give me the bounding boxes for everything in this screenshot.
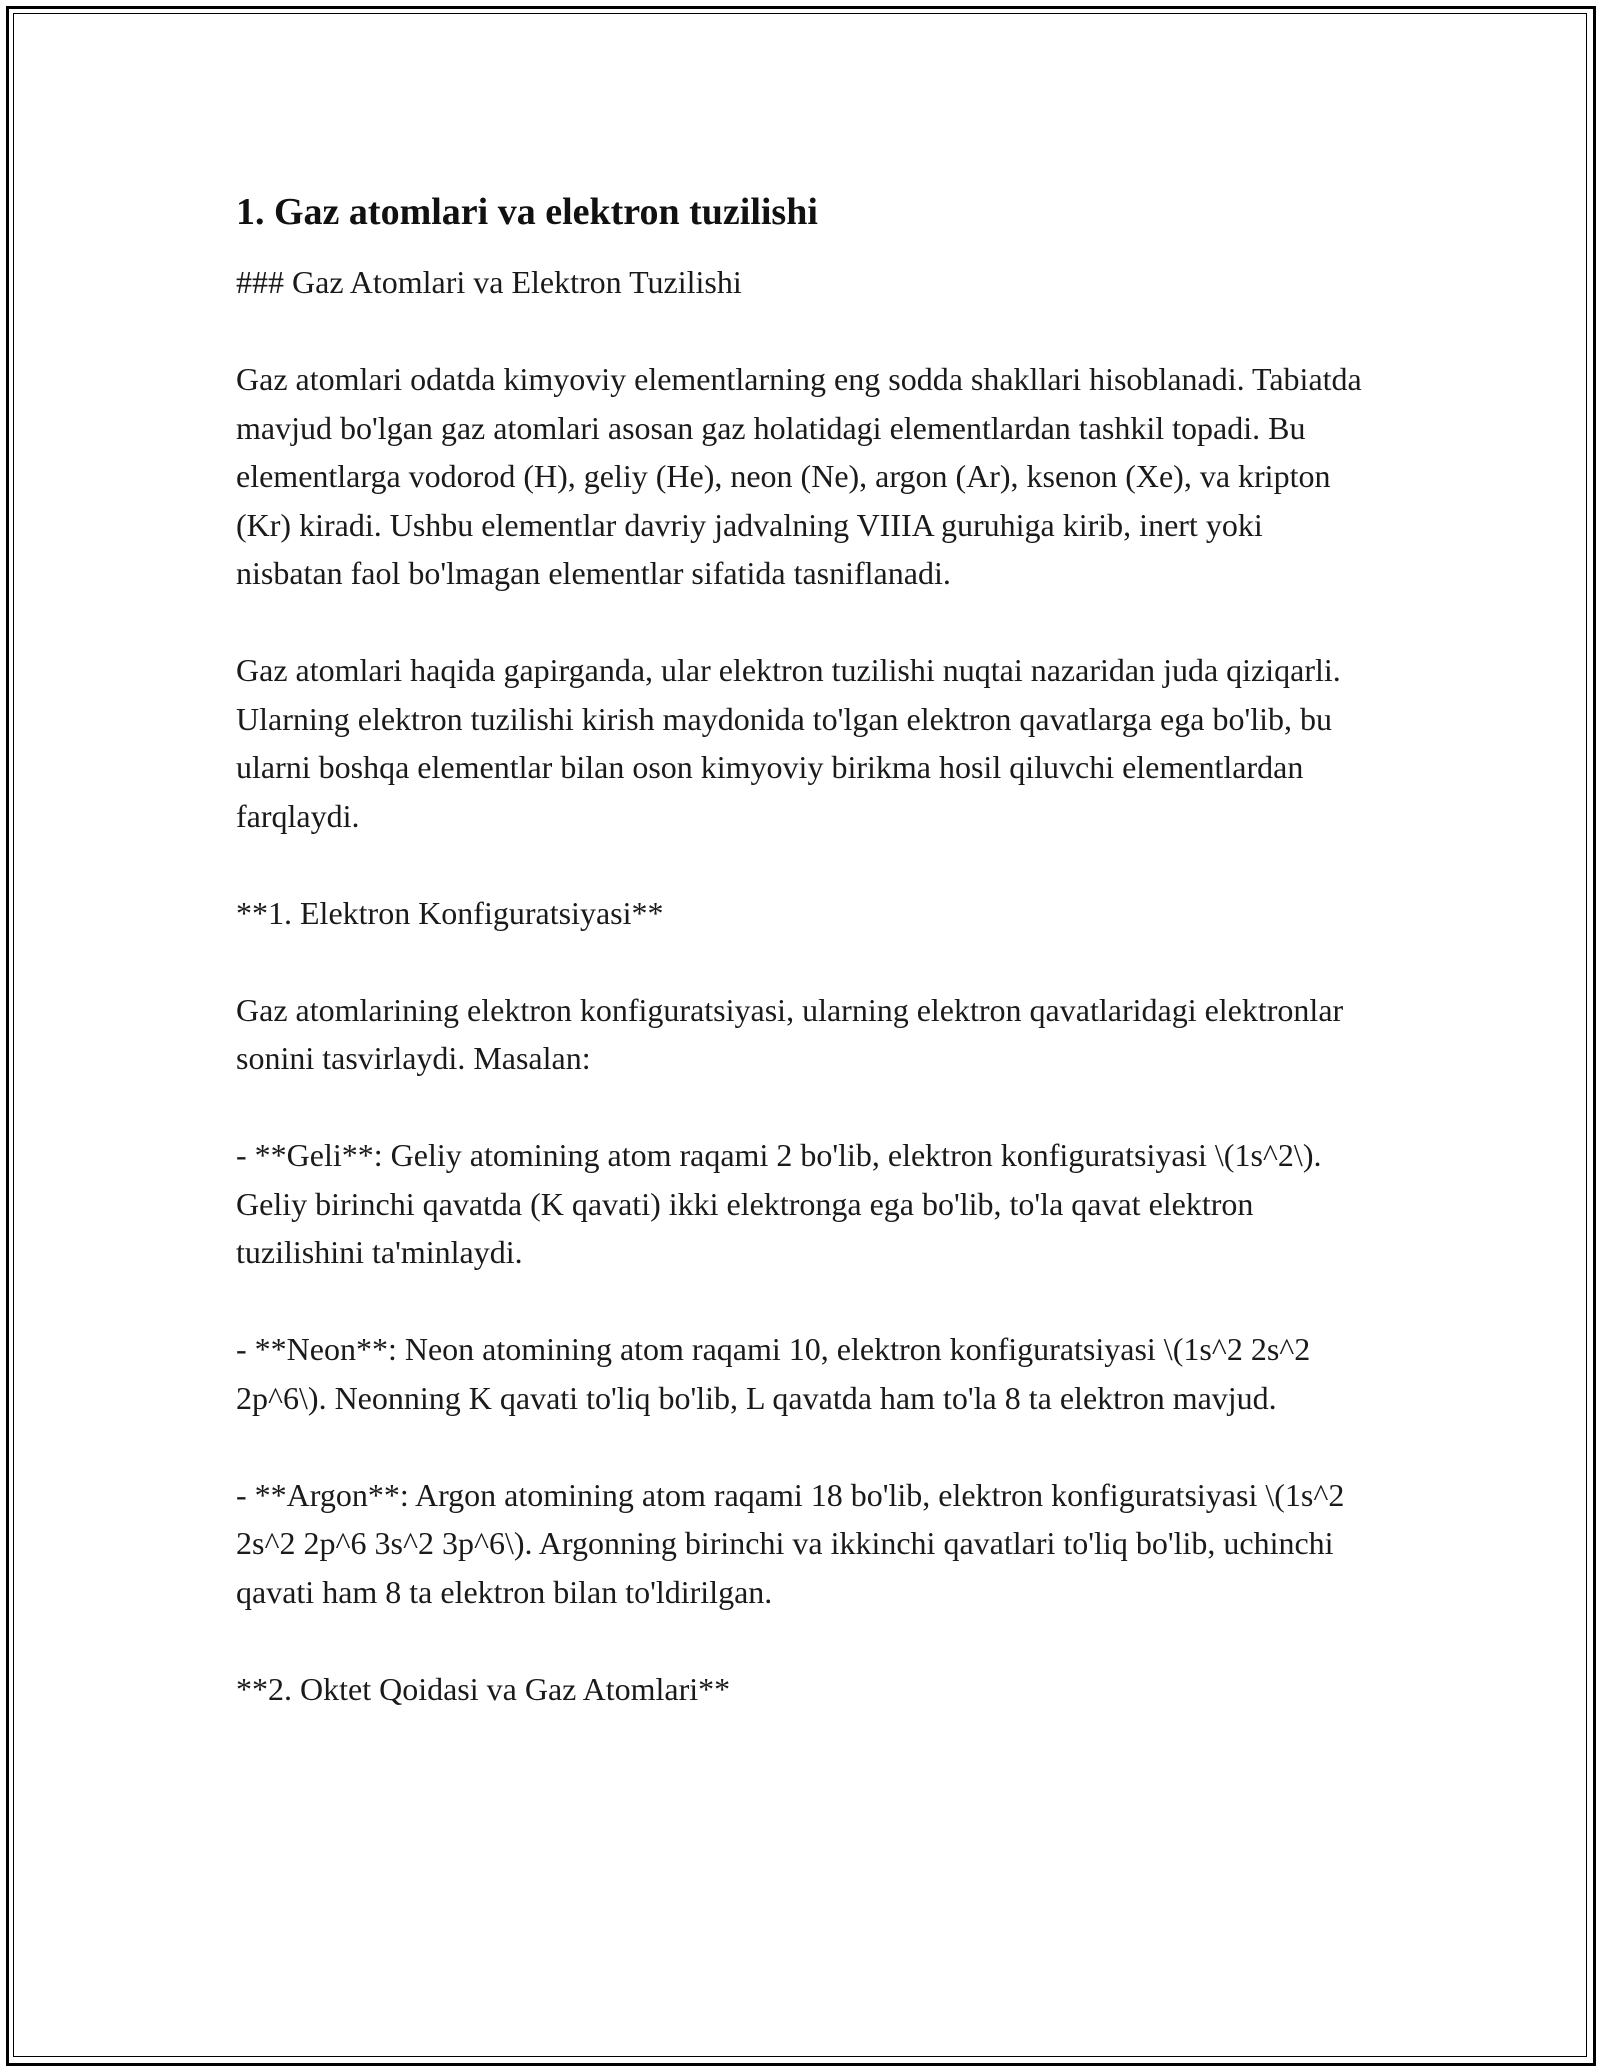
paragraph-configuration: Gaz atomlarining elektron konfiguratsiyasi, ularning elektron qavatlaridagi elektronlar sonini tasvirlaydi. Masalan:: [236, 991, 1344, 1076]
section-heading-octet: **2. Oktet Qoidasi va Gaz Atomlari**: [236, 1670, 731, 1707]
paragraph-structure: Gaz atomlari haqida gapirganda, ular elektron tuzilishi nuqtai nazaridan juda qiziqarli. Ularning elektron tuzilishi kirish maydonida to'lgan elektron qavatlarga ega bo'lib, bu ularni boshqa elementlar bilan oson kimyoviy birikma hosil qiluvchi elementlardan farqlaydi.: [236, 652, 1341, 834]
document-body: [236, 186, 1376, 1713]
section-heading-configuration: **1. Elektron Konfiguratsiyasi**: [236, 894, 664, 931]
list-item-argon: - **Argon**: Argon atomining atom raqami 18 bo'lib, elektron konfiguratsiyasi \(1s^2 2s^2 2p^6 3s^2 3p^6\). Argonning birinchi va ikkinchi qavatlari to'liq bo'lib, uchinchi qavati ham 8 ta elektron bilan to'ldirilgan.: [236, 1476, 1345, 1610]
paragraph-intro: Gaz atomlari odatda kimyoviy elementlarning eng sodda shakllari hisoblanadi. Tabiatda mavjud bo'lgan gaz atomlari asosan gaz holatidagi elementlardan tashkil topadi. Bu elementlarga vodorod (H), geliy (He), neon (Ne), argon (Ar), ksenon (Xe), va kripton (Kr) kiradi. Ushbu elementlar davriy jadvalning VIIIA guruhiga kirib, inert yoki nisbatan faol bo'lmagan elementlar sifatida tasniflanadi.: [236, 361, 1362, 591]
list-item-helium: - **Geli**: Geliy atomining atom raqami 2 bo'lib, elektron konfiguratsiyasi \(1s^2\). Geliy birinchi qavatda (K qavati) ikki elektronga ega bo'lib, to'la qavat elektron tuzilishini ta'minlaydi.: [236, 1137, 1322, 1270]
markdown-subheading: ### Gaz Atomlari va Elektron Tuzilishi: [236, 264, 742, 300]
page-title: 1. Gaz atomlari va elektron tuzilishi: [236, 191, 818, 233]
list-item-neon: - **Neon**: Neon atomining atom raqami 10, elektron konfiguratsiyasi \(1s^2 2s^2 2p^6\). Neonning K qavati to'liq bo'lib, L qavatda ham to'la 8 ta elektron mavjud.: [236, 1331, 1311, 1416]
